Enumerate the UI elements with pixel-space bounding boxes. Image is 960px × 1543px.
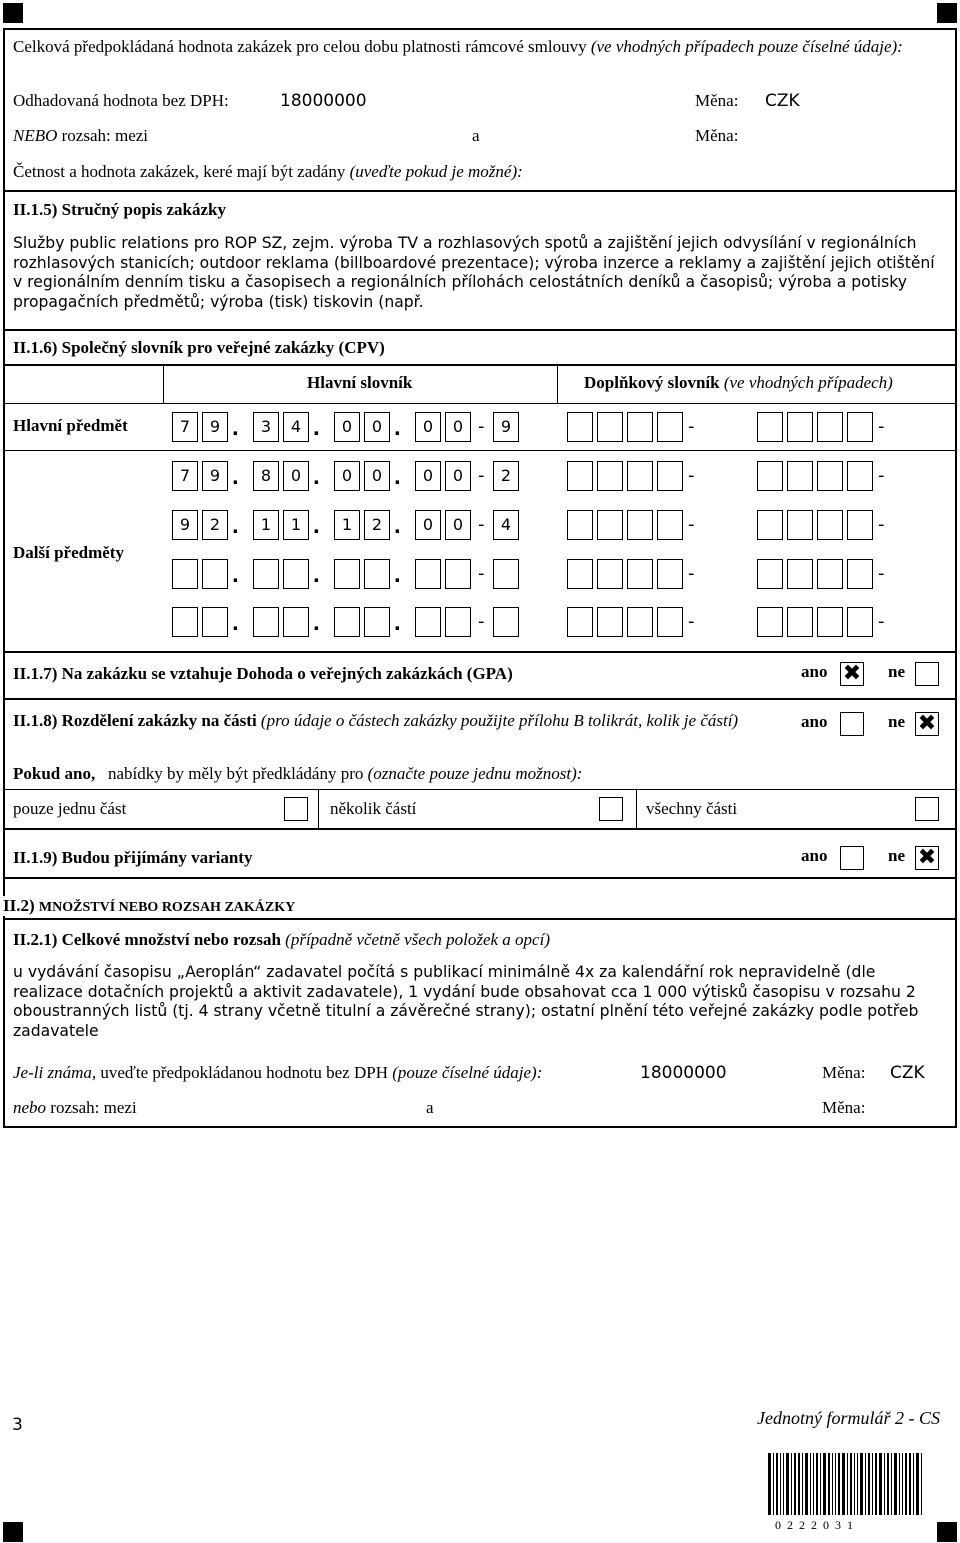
barcode-bar [847, 1453, 848, 1515]
corner-mark-bottom-left [3, 1522, 23, 1542]
barcode-bar [816, 1453, 818, 1515]
cpv-digit-box[interactable]: 1 [334, 510, 360, 540]
supp-vocab-box[interactable] [787, 412, 813, 442]
cpv-digit-box[interactable] [283, 607, 309, 637]
option-separator [318, 789, 319, 828]
supp-vocab-box[interactable] [787, 559, 813, 589]
corner-mark-top-right [937, 3, 957, 23]
estimate-currency-label: Měna: [822, 1063, 866, 1082]
parts-no-checkbox[interactable]: ✖ [915, 712, 939, 736]
estimate-range-and: a [426, 1098, 434, 1117]
gpa-no-label: ne [888, 662, 905, 681]
supp-vocab-dash: - [878, 465, 885, 486]
supp-vocab-dash: - [878, 611, 885, 632]
supp-vocab-box[interactable] [657, 510, 683, 540]
supp-vocab-box[interactable] [567, 461, 593, 491]
cpv-digit-box[interactable]: 9 [172, 510, 198, 540]
supp-vocab-dash: - [688, 514, 695, 535]
barcode-bar [879, 1453, 882, 1515]
cpv-dash: - [478, 465, 485, 486]
supp-vocab-box[interactable] [847, 559, 873, 589]
cpv-digit-box[interactable]: 1 [283, 510, 309, 540]
supp-vocab-box[interactable] [787, 461, 813, 491]
supp-vocab-box[interactable] [757, 461, 783, 491]
form-name: Jednotný formulář 2 - CS [757, 1408, 940, 1428]
cpv-digit-box[interactable] [283, 559, 309, 589]
barcode-bar [905, 1453, 907, 1515]
cpv-dot: . [394, 512, 401, 539]
barcode-bar [794, 1453, 796, 1515]
corner-mark-bottom-right [937, 1522, 957, 1542]
supp-vocab-dash: - [878, 563, 885, 584]
barcode-bar [828, 1453, 830, 1515]
cpv-digit-box[interactable]: 0 [415, 412, 441, 442]
option-all-checkbox[interactable] [915, 797, 939, 821]
cpv-dash: - [478, 514, 485, 535]
cpv-dot: . [313, 561, 320, 588]
currency-label-2: Měna: [695, 126, 739, 145]
supp-vocab-box[interactable] [597, 607, 623, 637]
barcode-bar [768, 1453, 771, 1515]
cpv-digit-box[interactable]: 0 [364, 461, 390, 491]
currency-label: Měna: [695, 91, 739, 110]
cpv-digit-box[interactable]: 0 [364, 412, 390, 442]
section-117-heading: II.1.7) Na zakázku se vztahuje Dohoda o veřejných zakázkách (GPA) [13, 664, 513, 683]
supp-vocab-dash: - [688, 563, 695, 584]
divider [3, 651, 957, 653]
cpv-dot: . [313, 609, 320, 636]
cpv-check-digit-box[interactable]: 4 [493, 510, 519, 540]
cpv-digit-box[interactable]: 4 [283, 412, 309, 442]
section-118-heading: II.1.8) Rozdělení zakázky na části (pro údaje o částech zakázky použijte přílohu B tolikrát, kolik je částí) [13, 711, 739, 730]
cpv-dot: . [394, 463, 401, 490]
cpv-digit-box[interactable]: 9 [202, 461, 228, 491]
barcode-bar [813, 1453, 814, 1515]
page-number: 3 [12, 1415, 23, 1435]
estimate-range-row: nebo rozsah: mezi [13, 1098, 137, 1117]
barcode-bar [780, 1453, 781, 1515]
cpv-digit-box[interactable]: 2 [364, 510, 390, 540]
divider [3, 877, 957, 879]
option-separator [636, 789, 637, 828]
supp-vocab-box[interactable] [567, 412, 593, 442]
supp-vocab-box[interactable] [627, 559, 653, 589]
main-vocab-header: Hlavní slovník [307, 373, 413, 392]
gpa-yes-label: ano [801, 662, 828, 681]
cpv-dot: . [232, 609, 239, 636]
parts-no-label: ne [888, 712, 905, 731]
cpv-digit-box[interactable] [445, 607, 471, 637]
main-subject-label: Hlavní předmět [13, 416, 128, 435]
variants-yes-checkbox[interactable] [840, 846, 864, 870]
divider [3, 329, 957, 331]
cpv-digit-box[interactable] [415, 607, 441, 637]
corner-mark-top-left [3, 3, 23, 23]
option-all-label: všechny části [646, 799, 738, 818]
divider [3, 698, 957, 700]
variants-no-checkbox[interactable]: ✖ [915, 846, 939, 870]
barcode-bar [823, 1453, 826, 1515]
cpv-digit-box[interactable] [202, 607, 228, 637]
barcode-bar [891, 1453, 892, 1515]
divider [3, 190, 957, 192]
barcode-bar [857, 1453, 858, 1515]
cpv-grid-line [163, 365, 164, 404]
option-several-label: několik částí [330, 799, 417, 818]
barcode-bar [909, 1453, 911, 1515]
cpv-digit-box[interactable] [445, 559, 471, 589]
cpv-digit-box[interactable] [202, 559, 228, 589]
cpv-check-digit-box[interactable]: 2 [493, 461, 519, 491]
supp-vocab-box[interactable] [817, 510, 843, 540]
cpv-dot: . [394, 561, 401, 588]
estimate-row: Je-li známa, uveďte předpokládanou hodnotu bez DPH (pouze číselné údaje): [13, 1063, 543, 1082]
supp-vocab-box[interactable] [627, 412, 653, 442]
divider [3, 828, 957, 830]
divider [3, 918, 957, 920]
supp-vocab-box[interactable] [657, 412, 683, 442]
cpv-dot: . [232, 463, 239, 490]
barcode-bar [835, 1453, 836, 1515]
barcode-bar [913, 1453, 914, 1515]
estimate-range-currency-label: Měna: [822, 1098, 866, 1117]
barcode-bar [786, 1453, 789, 1515]
barcode-bar [810, 1453, 811, 1515]
parts-yes-label: ano [801, 712, 828, 731]
supp-vocab-box[interactable] [627, 607, 653, 637]
cpv-dot: . [313, 463, 320, 490]
barcode-bar [850, 1453, 852, 1515]
barcode-bar [805, 1453, 808, 1515]
cpv-dot: . [313, 414, 320, 441]
barcode-bar [902, 1453, 903, 1515]
supp-vocab-box[interactable] [597, 461, 623, 491]
cpv-dot: . [313, 512, 320, 539]
currency-value[interactable]: CZK [765, 91, 800, 111]
section-22-heading: II.2) MNOŽSTVÍ NEBO ROZSAH ZAKÁZKY [3, 896, 299, 916]
barcode-bar [884, 1453, 885, 1515]
cpv-digit-box[interactable]: 0 [334, 461, 360, 491]
cpv-digit-box[interactable]: 9 [202, 412, 228, 442]
supp-vocab-box[interactable] [787, 510, 813, 540]
cpv-dash: - [478, 416, 485, 437]
cpv-digit-box[interactable]: 8 [253, 461, 279, 491]
cpv-check-digit-box[interactable] [493, 559, 519, 589]
supp-vocab-box[interactable] [817, 607, 843, 637]
range-and-label: a [472, 126, 480, 145]
option-one-checkbox[interactable] [284, 797, 308, 821]
barcode-bar [773, 1453, 774, 1515]
cpv-digit-box[interactable]: 0 [334, 412, 360, 442]
barcode-bar [854, 1453, 855, 1515]
supp-vocab-box[interactable] [567, 607, 593, 637]
gpa-yes-checkbox[interactable]: ✖ [840, 662, 864, 686]
supp-vocab-box[interactable] [627, 510, 653, 540]
estimated-label: Odhadovaná hodnota bez DPH: [13, 91, 229, 110]
barcode-bar [798, 1453, 800, 1515]
barcode-bar [865, 1453, 866, 1515]
cpv-dash: - [478, 563, 485, 584]
supp-vocab-box[interactable] [657, 461, 683, 491]
supp-vocab-box[interactable] [847, 607, 873, 637]
cpv-digit-box[interactable]: 3 [253, 412, 279, 442]
section-119-heading: II.1.9) Budou přijímány varianty [13, 848, 253, 867]
barcode-bar [842, 1453, 845, 1515]
section-115-description[interactable]: Služby public relations pro ROP SZ, zejm. výroba TV a rozhlasových spotů a zajištění jejich odvysílání v regionálních rozhlasových stanicích; outdoor reklama (billboardové prezentace); výroba inzerce a reklamy a zajištění jejich otištění v regionálním denním tisku a časopisech a regionálních přílohách celostátních deníků a časopisů; výroba a potisky propagačních předmětů; výroba (tisk) tiskovin (např. [13, 234, 935, 311]
divider [3, 789, 957, 790]
supp-vocab-box[interactable] [817, 559, 843, 589]
barcode-bar [791, 1453, 792, 1515]
other-subjects-label: Další předměty [13, 543, 124, 562]
supp-vocab-dash: - [878, 514, 885, 535]
estimate-value[interactable]: 18000000 [640, 1063, 727, 1083]
barcode-bar [832, 1453, 833, 1515]
barcode-bar [868, 1453, 870, 1515]
cpv-check-digit-box[interactable] [493, 607, 519, 637]
barcode-bar [899, 1453, 900, 1515]
cpv-dot: . [232, 561, 239, 588]
cpv-digit-box[interactable]: 7 [172, 412, 198, 442]
cpv-grid-line [557, 365, 558, 404]
cpv-dot: . [394, 414, 401, 441]
cpv-grid-line [3, 403, 957, 404]
supp-vocab-box[interactable] [567, 559, 593, 589]
barcode-bar [875, 1453, 877, 1515]
supp-vocab-dash: - [688, 416, 695, 437]
option-one-label: pouze jednu část [13, 799, 127, 818]
barcode-bar [802, 1453, 803, 1515]
cpv-digit-box[interactable]: 2 [202, 510, 228, 540]
supp-vocab-dash: - [688, 465, 695, 486]
variants-yes-label: ano [801, 846, 828, 865]
cpv-digit-box[interactable] [334, 559, 360, 589]
cpv-digit-box[interactable]: 0 [283, 461, 309, 491]
cpv-dot: . [232, 414, 239, 441]
parts-yes-checkbox[interactable] [840, 712, 864, 736]
supp-vocab-box[interactable] [817, 461, 843, 491]
supp-vocab-header: Doplňkový slovník (ve vhodných případech) [584, 373, 893, 392]
section-221-heading: II.2.1) Celkové množství nebo rozsah (případně včetně všech položek a opcí) [13, 930, 550, 949]
gpa-no-checkbox[interactable] [915, 662, 939, 686]
supp-vocab-box[interactable] [567, 510, 593, 540]
cpv-digit-box[interactable]: 0 [445, 461, 471, 491]
option-several-checkbox[interactable] [599, 797, 623, 821]
barcode-digits: 0 2 2 2 0 3 1 [775, 1518, 853, 1532]
supp-vocab-box[interactable] [847, 461, 873, 491]
barcode-bar [921, 1453, 922, 1515]
supp-vocab-box[interactable] [657, 559, 683, 589]
supp-vocab-box[interactable] [757, 510, 783, 540]
total-value-text: Celková předpokládaná hodnota zakázek pro celou dobu platnosti rámcové smlouvy (ve vhodných případech pouze číselné údaje): [13, 37, 903, 56]
barcode-bar [838, 1453, 840, 1515]
supp-vocab-box[interactable] [597, 412, 623, 442]
cpv-digit-box[interactable] [364, 607, 390, 637]
cpv-digit-box[interactable]: 7 [172, 461, 198, 491]
supp-vocab-box[interactable] [627, 461, 653, 491]
cpv-check-digit-box[interactable]: 9 [493, 412, 519, 442]
cpv-digit-box[interactable] [364, 559, 390, 589]
supp-vocab-box[interactable] [757, 559, 783, 589]
cpv-digit-box[interactable] [172, 607, 198, 637]
section-116-heading: II.1.6) Společný slovník pro veřejné zakázky (CPV) [13, 338, 385, 357]
cpv-dot: . [232, 512, 239, 539]
cpv-digit-box[interactable] [253, 559, 279, 589]
cpv-digit-box[interactable] [253, 607, 279, 637]
supp-vocab-box[interactable] [597, 510, 623, 540]
cpv-digit-box[interactable]: 0 [415, 461, 441, 491]
barcode-bar [872, 1453, 873, 1515]
cpv-digit-box[interactable]: 0 [445, 510, 471, 540]
divider [3, 364, 957, 366]
barcode-bar [783, 1453, 784, 1515]
cpv-dash: - [478, 611, 485, 632]
cpv-digit-box[interactable]: 0 [415, 510, 441, 540]
offers-row: Pokud ano, nabídky by měly být předkládány pro (označte pouze jednu možnost): [13, 764, 583, 783]
supp-vocab-box[interactable] [757, 412, 783, 442]
supp-vocab-box[interactable] [817, 412, 843, 442]
supp-vocab-box[interactable] [847, 510, 873, 540]
cpv-grid-line [3, 450, 957, 451]
barcode-bar [860, 1453, 863, 1515]
cpv-digit-box[interactable] [415, 559, 441, 589]
supp-vocab-dash: - [878, 416, 885, 437]
barcode-bar [894, 1453, 897, 1515]
barcode-bar [776, 1453, 778, 1515]
barcode-bar [887, 1453, 889, 1515]
supp-vocab-box[interactable] [847, 412, 873, 442]
range-row: NEBO rozsah: mezi [13, 126, 149, 145]
estimated-value[interactable]: 18000000 [280, 91, 367, 111]
cpv-digit-box[interactable] [334, 607, 360, 637]
frequency-row: Četnost a hodnota zakázek, keré mají být zadány (uveďte pokud je možné): [13, 162, 523, 181]
barcode-bar [820, 1453, 821, 1515]
cpv-dot: . [394, 609, 401, 636]
supp-vocab-box[interactable] [787, 607, 813, 637]
section-221-description[interactable]: u vydávání časopisu „Aeroplán“ zadavatel počítá s publikací minimálně 4x za kalendářní rok nepravidelně (dle realizace dotačních projektů a aktivit zadavatele), 1 vydání bude obsahovat cca 1 000 výtisků časopisu v rozsahu 2 oboustranných listů (tj. 4 strany včetně titulní a závěrečné strany); ostatní plnění této veřejné zakázky podle potřeb zadavatele [13, 963, 919, 1040]
cpv-digit-box[interactable]: 1 [253, 510, 279, 540]
variants-no-label: ne [888, 846, 905, 865]
supp-vocab-box[interactable] [757, 607, 783, 637]
cpv-digit-box[interactable]: 0 [445, 412, 471, 442]
section-115-heading: II.1.5) Stručný popis zakázky [13, 200, 227, 219]
supp-vocab-box[interactable] [657, 607, 683, 637]
supp-vocab-dash: - [688, 611, 695, 632]
estimate-currency-value[interactable]: CZK [890, 1063, 925, 1083]
supp-vocab-box[interactable] [597, 559, 623, 589]
barcode-bar [916, 1453, 919, 1515]
cpv-digit-box[interactable] [172, 559, 198, 589]
barcode [768, 1453, 924, 1515]
